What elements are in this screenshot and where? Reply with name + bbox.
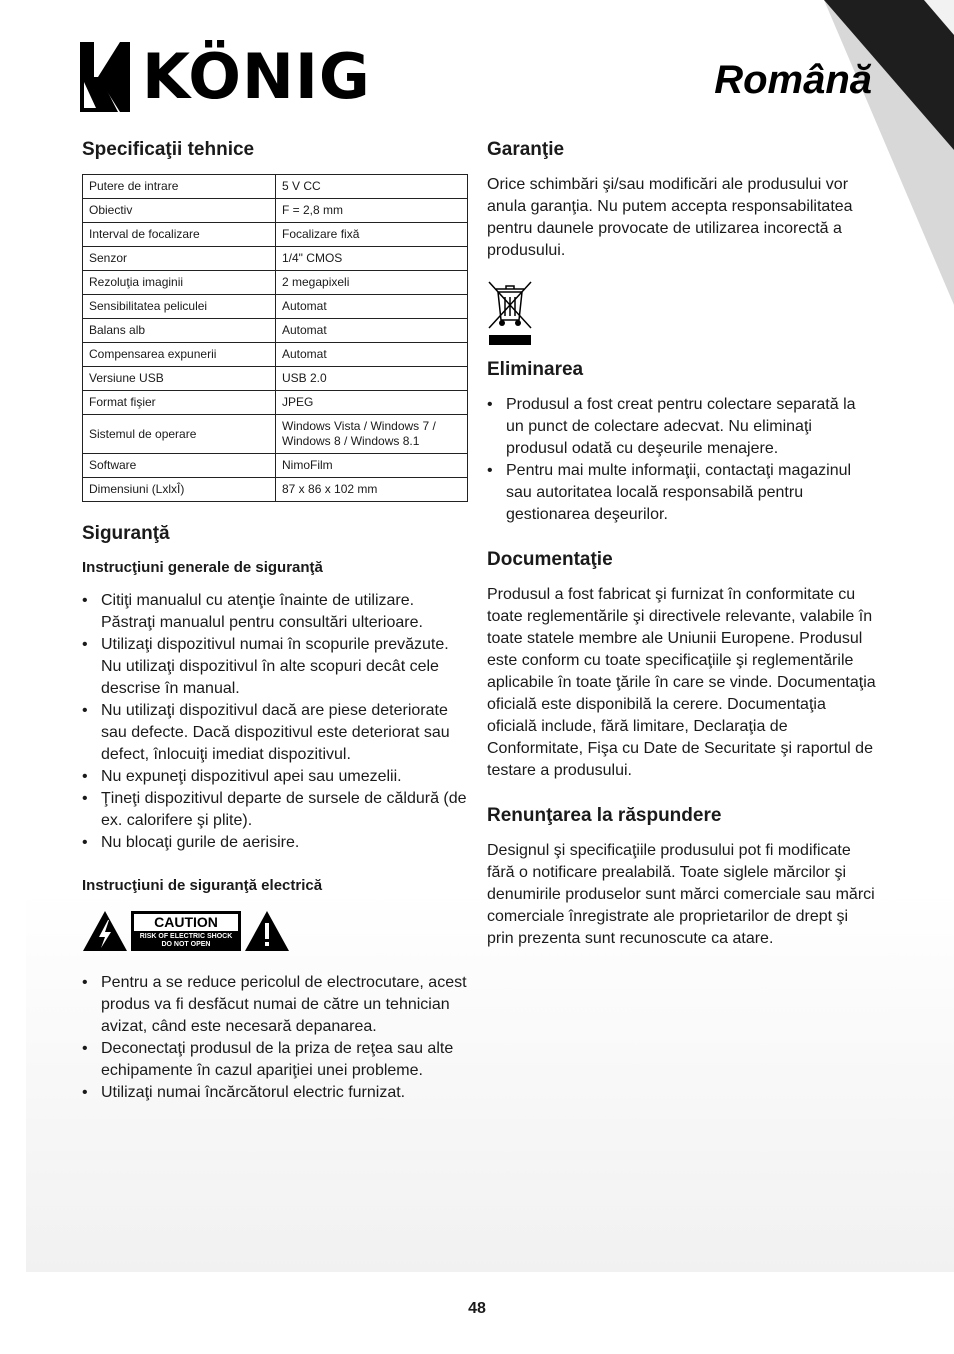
caution-subtitle-2: DO NOT OPEN [161,940,211,948]
spec-value: Windows Vista / Windows 7 / Windows 8 / Windows 8.1 [276,415,468,454]
list-item: • Citiţi manualul cu atenţie înainte de utilizare. Păstraţi manualul pentru consultări ulterioare. [82,590,468,634]
electric-safety-list [82,972,468,1104]
general-safety-list [82,590,468,854]
electric-shock-warning-icon [82,910,128,952]
caution-box [131,911,241,951]
spec-label: Software [83,454,276,478]
spec-label: Sistemul de operare [83,415,276,454]
spec-value: Automat [276,319,468,343]
general-safety-heading: Instrucţiuni generale de siguranţă [82,559,323,576]
exclamation-warning-icon [244,910,290,952]
specs-heading: Specificaţii tehnice [82,139,255,160]
table-row [83,343,468,367]
safety-heading: Siguranţă [82,523,170,544]
spec-label: Interval de focalizare [83,223,276,247]
disposal-heading: Eliminarea [487,359,584,380]
spec-value: Automat [276,343,468,367]
spec-label: Senzor [83,247,276,271]
spec-label: Balans alb [83,319,276,343]
table-row [83,319,468,343]
page-number: 48 [468,1300,486,1317]
left-column [82,138,468,1104]
caution-label [82,910,468,952]
warranty-text: Orice schimbări şi/sau modificări ale produsului vor anula garanţia. Nu putem accepta responsabilitatea pentru daunele provocate de utilizarea incorectă a produsului. [487,176,853,259]
right-column [487,138,877,950]
caution-subtitle-1: RISK OF ELECTRIC SHOCK [139,932,233,940]
spec-value: USB 2.0 [276,367,468,391]
spec-value: 5 V CC [276,175,468,199]
list-item: • Nu expuneţi dispozitivul apei sau umezelii. [82,766,468,788]
spec-value: 2 megapixeli [276,271,468,295]
table-row [83,391,468,415]
konig-k-mark-icon [80,42,130,112]
list-item: • Pentru a se reduce pericolul de electrocutare, acest produs va fi desfăcut numai de către un tehnician avizat, când este necesară depanarea. [82,972,468,1038]
list-item: • Nu utilizaţi dispozitivul dacă are piese deteriorate sau defecte. Dacă dispozitivul este deteriorat sau defect, înlocuiţi imediat dispozitivul. [82,700,468,766]
spec-value: JPEG [276,391,468,415]
documentation-text: Produsul a fost fabricat şi furnizat în conformitate cu toate reglementările şi directivele relevante, valabile în toate statele membre ale Uniunii Europene. Produsul este conform cu toate specificaţiile şi reglementările aplicabile în toate ţările în care se vinde. Documentaţia oficială este disponibilă la cerere. Documentaţia oficială include, fără limitare, Declaraţia de Conformitate, Fişa cu Date de Securitate şi raportul de testare a produsului. [487,586,876,779]
spec-label: Putere de intrare [83,175,276,199]
spec-label: Rezoluţia imaginii [83,271,276,295]
spec-value: 1/4" CMOS [276,247,468,271]
spec-value: Automat [276,295,468,319]
list-item: • Utilizaţi numai încărcătorul electric furnizat. [82,1082,468,1104]
brand-logo [80,42,371,112]
table-row [83,367,468,391]
table-row [83,271,468,295]
list-item: • Deconectaţi produsul de la priza de reţea sau alte echipamente în cazul apariţiei unei probleme. [82,1038,468,1082]
table-row [83,415,468,454]
table-row [83,223,468,247]
disposal-list [487,394,877,526]
table-row [83,295,468,319]
weee-bin-icon [487,280,533,346]
spec-label: Compensarea expunerii [83,343,276,367]
brand-name: KÖNIG [142,40,371,113]
spec-label: Dimensiuni (LxlxÎ) [83,478,276,502]
warranty-heading: Garanţie [487,139,565,160]
table-row [83,199,468,223]
spec-value: 87 x 86 x 102 mm [276,478,468,502]
spec-label: Versiune USB [83,367,276,391]
electric-safety-heading: Instrucţiuni de siguranţă electrică [82,877,323,894]
list-item: • Ţineţi dispozitivul departe de sursele de căldură (de ex. calorifere şi plite). [82,788,468,832]
spec-value: NimoFilm [276,454,468,478]
spec-label: Sensibilitatea peliculei [83,295,276,319]
table-row [83,478,468,502]
spec-label: Obiectiv [83,199,276,223]
table-row [83,454,468,478]
language-title: Română [714,58,872,102]
list-item: • Nu blocaţi gurile de aerisire. [82,832,468,854]
documentation-heading: Documentaţie [487,549,613,570]
spec-value: F = 2,8 mm [276,199,468,223]
disclaimer-heading: Renunţarea la răspundere [487,805,722,826]
spec-label: Format fişier [83,391,276,415]
disclaimer-text: Designul şi specificaţiile produsului pot fi modificate fără o notificare prealabilă. Toate siglele mărcilor şi denumirile produselor sunt mărci comerciale sau mărci comerciale înregistrate ale proprietarilor de drept şi prin prezenta sunt recunoscute ca atare. [487,842,875,947]
table-row [83,247,468,271]
list-item: • Produsul a fost creat pentru colectare separată la un punct de colectare adecvat. Nu eliminaţi produsul odată cu deşeurile menajere. [487,394,877,460]
specs-table [82,174,468,502]
spec-value: Focalizare fixă [276,223,468,247]
list-item: • Utilizaţi dispozitivul numai în scopurile prevăzute. Nu utilizaţi dispozitivul în alte scopuri decât cele descrise în manual. [82,634,468,700]
list-item: • Pentru mai multe informaţii, contactaţi magazinul sau autoritatea locală responsabilă pentru gestionarea deşeurilor. [487,460,877,526]
caution-title: CAUTION [134,914,238,931]
table-row [83,175,468,199]
